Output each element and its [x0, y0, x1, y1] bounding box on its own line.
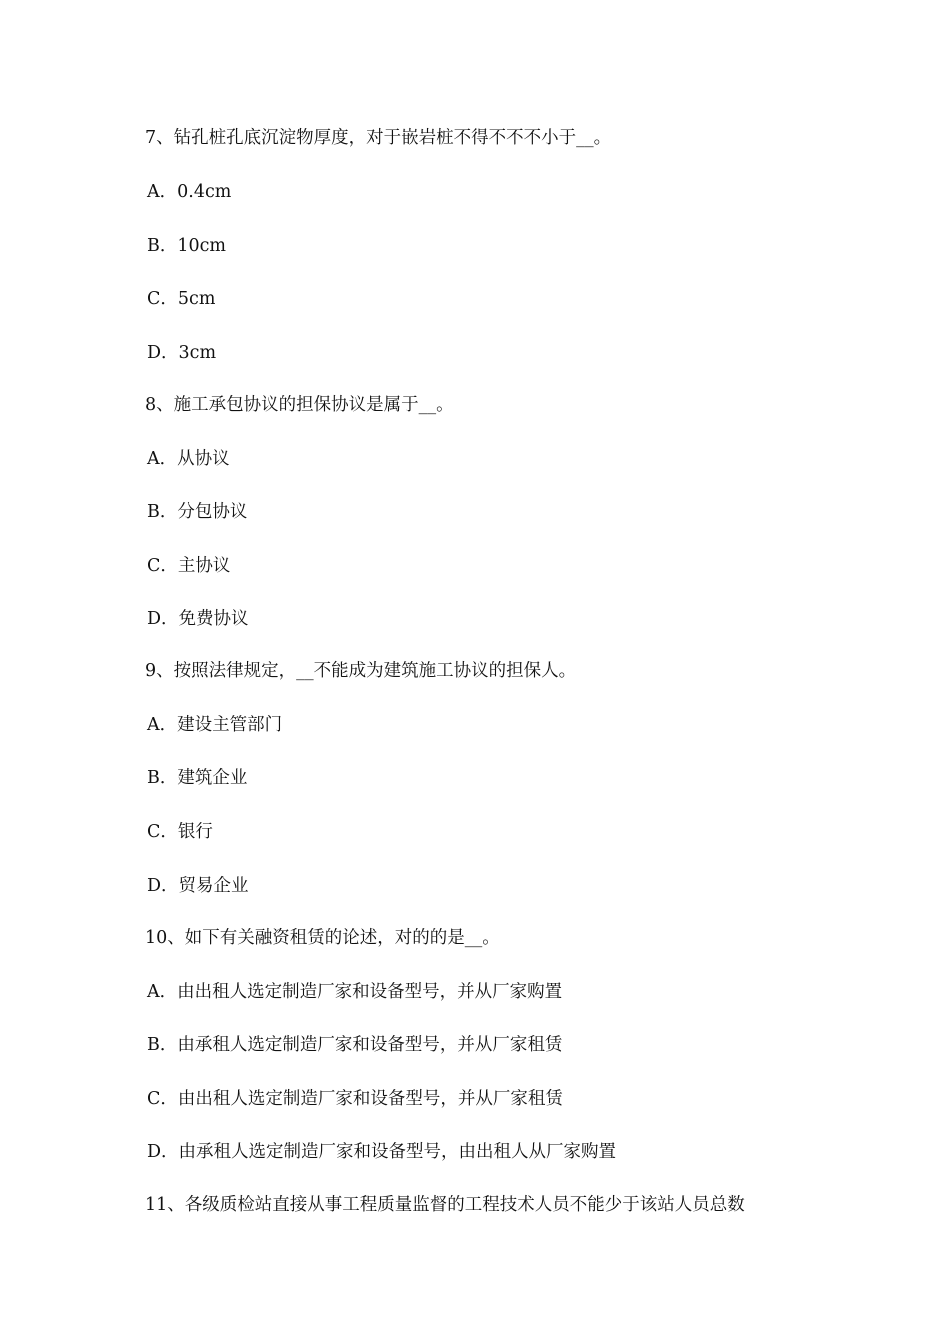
question-8-option-b: B．分包协议 [147, 502, 248, 522]
question-8-option-d: D．免费协议 [147, 609, 249, 629]
question-7-option-a: A．0.4cm [147, 182, 232, 202]
question-7-option-b: B．10cm [147, 236, 227, 256]
question-10-option-b: B．由承租人选定制造厂家和设备型号，并从厂家租赁 [147, 1035, 563, 1055]
question-10-option-d: D．由承租人选定制造厂家和设备型号，由出租人从厂家购置 [147, 1142, 617, 1162]
question-9-stem: 9、按照法律规定，__不能成为建筑施工协议的担保人。 [145, 661, 577, 681]
question-10-stem: 10、如下有关融资租赁的论述，对的的是__。 [145, 928, 500, 948]
question-8-option-a: A．从协议 [147, 449, 230, 469]
question-10-option-a: A．由出租人选定制造厂家和设备型号，并从厂家购置 [147, 982, 563, 1002]
question-11-stem: 11、各级质检站直接从事工程质量监督的工程技术人员不能少于该站人员总数 [145, 1195, 745, 1215]
question-9-option-a: A．建设主管部门 [147, 715, 283, 735]
question-9-option-c: C．银行 [147, 822, 213, 842]
question-7-option-d: D．3cm [147, 343, 217, 363]
question-10-option-c: C．由出租人选定制造厂家和设备型号，并从厂家租赁 [147, 1089, 563, 1109]
question-8-stem: 8、施工承包协议的担保协议是属于__。 [145, 395, 454, 415]
question-9-option-d: D．贸易企业 [147, 876, 249, 896]
question-8-option-c: C．主协议 [147, 556, 231, 576]
question-7-stem: 7、钻孔桩孔底沉淀物厚度，对于嵌岩桩不得不不不小于__。 [145, 128, 612, 148]
question-7-option-c: C．5cm [147, 289, 216, 309]
question-9-option-b: B．建筑企业 [147, 768, 248, 788]
